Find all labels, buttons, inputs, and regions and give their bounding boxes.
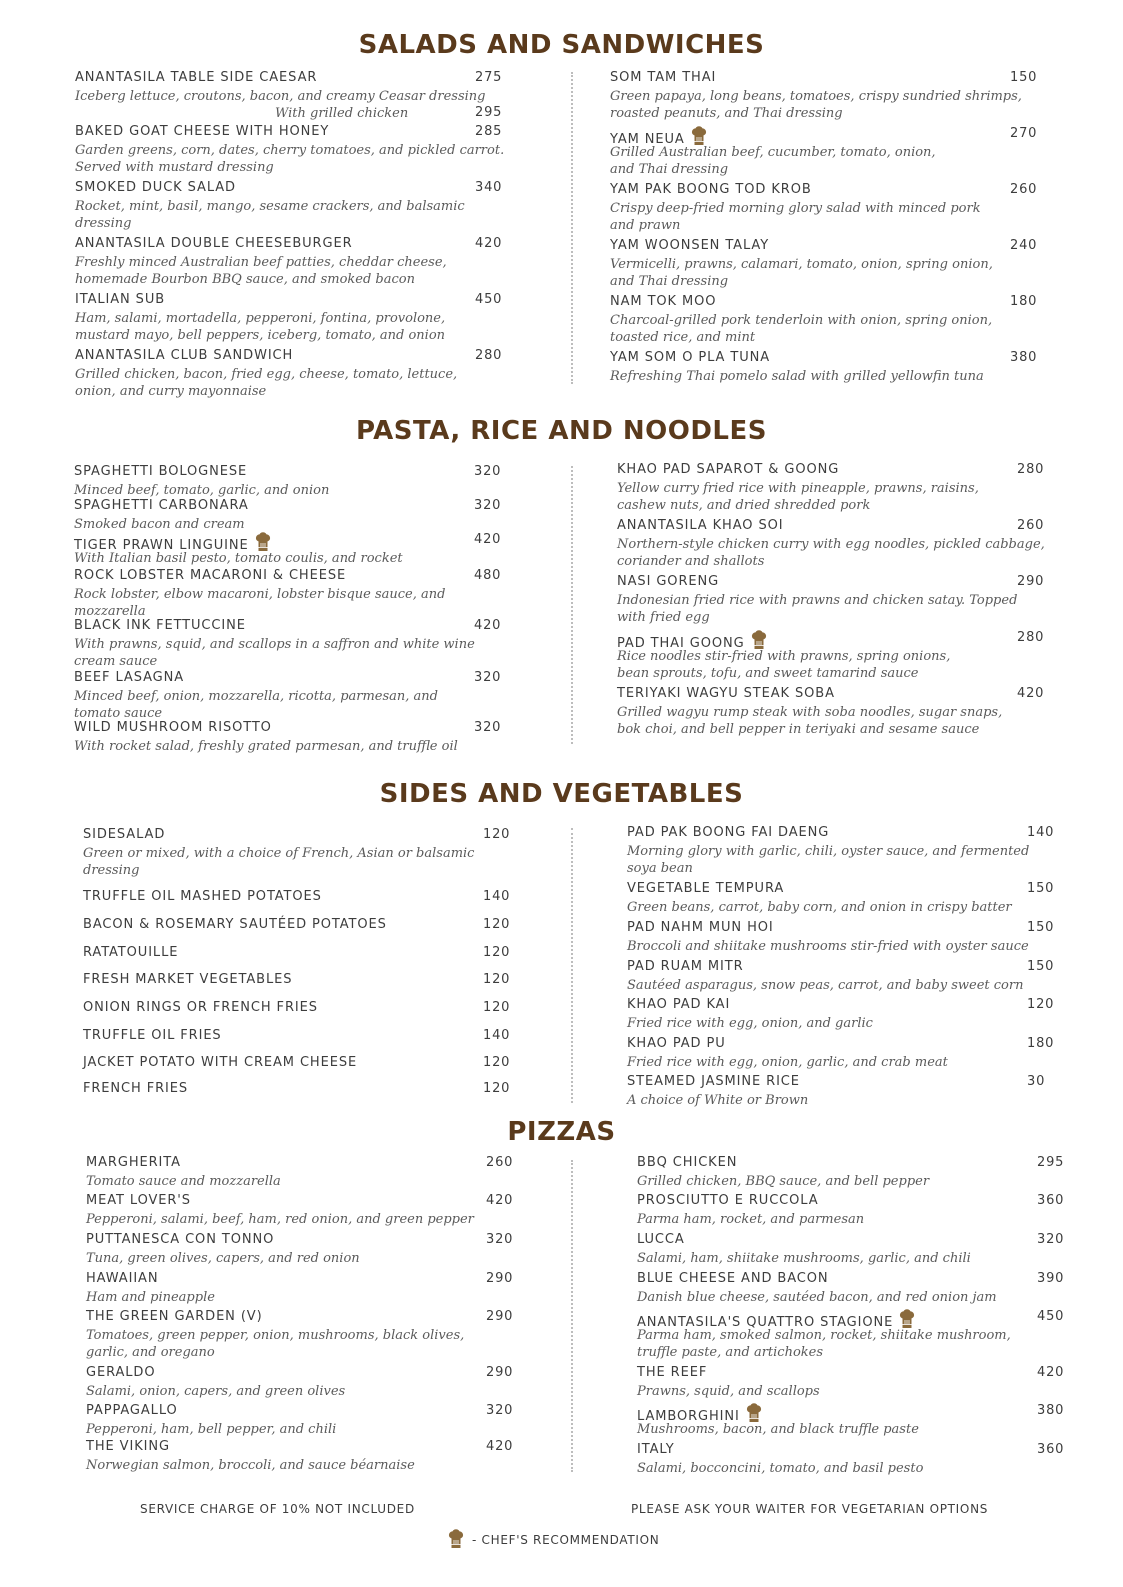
menu-item-price: 320 (474, 464, 502, 479)
menu-item-description: Smoked bacon and cream (74, 517, 245, 532)
menu-item-description: Ham, salami, mortadella, pepperoni, fontina, provolone, (75, 311, 446, 326)
menu-item-name-text: YAM WOONSEN TALAY (610, 238, 770, 253)
menu-item-price: 285 (475, 124, 503, 139)
column-divider (571, 1160, 573, 1472)
menu-item-description: Garden greens, corn, dates, cherry tomatoes, and pickled carrot. (75, 143, 505, 158)
menu-item-description: Rocket, mint, basil, mango, sesame crackers, and balsamic (75, 199, 465, 214)
chef-legend-label: - CHEF'S RECOMMENDATION (472, 1533, 660, 1547)
chef-hat-icon (746, 1403, 762, 1423)
vegetarian-note: PLEASE ASK YOUR WAITER FOR VEGETARIAN OPTIONS (631, 1502, 989, 1516)
menu-item-name (637, 1442, 675, 1457)
menu-item-name-text: GERALDO (86, 1365, 156, 1380)
menu-item-price: 120 (483, 1081, 511, 1096)
menu-item-price: 420 (474, 532, 502, 547)
menu-item-description: mustard mayo, bell peppers, iceberg, tomato, and onion (75, 328, 446, 343)
menu-item-price: 180 (1027, 1036, 1055, 1051)
menu-item-price: 150 (1027, 920, 1055, 935)
menu-item-name-text: LUCCA (637, 1232, 685, 1247)
menu-item-name (637, 1365, 707, 1380)
menu-item-description: dressing (83, 863, 140, 878)
menu-item-name (617, 518, 783, 533)
menu-item-name (83, 972, 292, 987)
menu-item-name (610, 70, 716, 85)
menu-item-price: 120 (483, 1055, 511, 1070)
menu-item-price: 450 (1037, 1309, 1065, 1324)
menu-item-description: A choice of White or Brown (627, 1093, 809, 1108)
menu-item-name (74, 498, 249, 513)
column-divider (571, 828, 573, 1103)
menu-item-name-text: BAKED GOAT CHEESE WITH HONEY (75, 124, 330, 139)
menu-item-description: Freshly minced Australian beef patties, cheddar cheese, (75, 255, 447, 270)
menu-item-price: 340 (475, 180, 503, 195)
menu-item-name-text: TRUFFLE OIL MASHED POTATOES (83, 889, 322, 904)
menu-item-name-text: PAD THAI GOONG (617, 636, 745, 651)
menu-item-description: onion, and curry mayonnaise (75, 384, 267, 399)
menu-item-price: 120 (483, 972, 511, 987)
menu-item-description: toasted rice, and mint (610, 330, 756, 345)
menu-item-name-text: KHAO PAD SAPAROT & GOONG (617, 462, 840, 477)
menu-item-name (74, 720, 272, 735)
menu-item-name-text: ONION RINGS OR FRENCH FRIES (83, 1000, 318, 1015)
menu-item-description: soya bean (627, 861, 693, 876)
menu-item-description: Salami, bocconcini, tomato, and basil pesto (637, 1461, 924, 1476)
menu-item-price: 120 (483, 945, 511, 960)
menu-item-price: 420 (1037, 1365, 1065, 1380)
menu-item-name (610, 294, 716, 309)
menu-item-name (86, 1193, 191, 1208)
menu-item-description: Iceberg lettuce, croutons, bacon, and creamy Ceasar dressing (75, 89, 486, 104)
menu-item-name (627, 920, 774, 935)
menu-item-price: 290 (486, 1271, 514, 1286)
menu-item-description: truffle paste, and artichokes (637, 1345, 824, 1360)
chef-hat-icon (691, 126, 707, 146)
menu-item-price: 320 (474, 498, 502, 513)
menu-item-name-text: ROCK LOBSTER MACARONI & CHEESE (74, 568, 347, 583)
menu-item-description: Prawns, squid, and scallops (637, 1384, 820, 1399)
menu-item-description: Grilled Australian beef, cucumber, tomato, onion, (610, 145, 936, 160)
menu-item-price: 290 (486, 1309, 514, 1324)
menu-item-name-text: BBQ CHICKEN (637, 1155, 738, 1170)
section-title-pizzas: PIZZAS (507, 1117, 616, 1147)
menu-item-price: 150 (1010, 70, 1038, 85)
menu-item-name (610, 350, 770, 365)
menu-item-name-text: BLACK INK FETTUCCINE (74, 618, 246, 633)
menu-item-price: 280 (475, 348, 503, 363)
menu-item-description: tomato sauce (74, 706, 163, 721)
menu-item-price: 270 (1010, 126, 1038, 141)
menu-item-price: 275 (475, 70, 503, 85)
menu-item-description: dressing (75, 216, 132, 231)
menu-item-price: 290 (486, 1365, 514, 1380)
menu-item-name (86, 1365, 155, 1380)
menu-item-name-text: TERIYAKI WAGYU STEAK SOBA (617, 686, 835, 701)
menu-item-name-text: ANANTASILA KHAO SOI (617, 518, 784, 533)
menu-item-description: and prawn (610, 218, 681, 233)
menu-item-name (637, 1271, 829, 1286)
menu-item-name (627, 997, 730, 1012)
menu-item-name-text: SMOKED DUCK SALAD (75, 180, 236, 195)
menu-item-name-text: YAM NEUA (610, 132, 685, 147)
menu-item-name (637, 1155, 737, 1170)
menu-item-name-text: PAD PAK BOONG FAI DAENG (627, 825, 830, 840)
menu-item-description: Danish blue cheese, sautéed bacon, and red onion jam (637, 1290, 997, 1305)
menu-item-name-text: SIDESALAD (83, 827, 166, 842)
menu-item-name (74, 618, 246, 633)
menu-item-description: and Thai dressing (610, 274, 729, 289)
menu-item-name (627, 1036, 726, 1051)
menu-item-name-text: BACON & ROSEMARY SAUTÉED POTATOES (83, 917, 387, 932)
menu-item-description: Grilled chicken, BBQ sauce, and bell pepper (637, 1174, 930, 1189)
menu-item-description: Salami, ham, shiitake mushrooms, garlic, and chili (637, 1251, 971, 1266)
menu-item-name-text: NAM TOK MOO (610, 294, 717, 309)
menu-item-description: Served with mustard dressing (75, 160, 274, 175)
menu-item-price: 380 (1037, 1403, 1065, 1418)
menu-item-price: 380 (1010, 350, 1038, 365)
menu-item-name-text: KHAO PAD KAI (627, 997, 731, 1012)
menu-item-description: Fried rice with egg, onion, garlic, and crab meat (627, 1055, 948, 1070)
menu-item-name-text: PAPPAGALLO (86, 1403, 178, 1418)
menu-item-description: Parma ham, rocket, and parmesan (637, 1212, 865, 1227)
menu-item-name (86, 1232, 274, 1247)
menu-item-description: Crispy deep-fried morning glory salad with minced pork (610, 201, 981, 216)
chef-hat-icon (255, 532, 271, 552)
menu-item-description: Tomato sauce and mozzarella (86, 1174, 281, 1189)
menu-item-price: 30 (1027, 1074, 1046, 1089)
menu-item-name-text: RATATOUILLE (83, 945, 179, 960)
service-charge-note: SERVICE CHARGE OF 10% NOT INCLUDED (140, 1502, 415, 1516)
menu-item-price: 320 (474, 720, 502, 735)
menu-item-price: 120 (483, 917, 511, 932)
menu-item-description: bok choi, and bell pepper in teriyaki and sesame sauce (617, 722, 980, 737)
menu-item-description: Morning glory with garlic, chili, oyster sauce, and fermented (627, 844, 1030, 859)
menu-item-description: bean sprouts, tofu, and sweet tamarind sauce (617, 666, 919, 681)
menu-item-description: With Italian basil pesto, tomato coulis, and rocket (74, 551, 403, 566)
menu-item-name (75, 348, 293, 363)
menu-item-description: Green or mixed, with a choice of French, Asian or balsamic (83, 846, 475, 861)
menu-item-description: Ham and pineapple (86, 1290, 215, 1305)
menu-item-price: 295 (1037, 1155, 1065, 1170)
menu-item-name (627, 959, 744, 974)
chef-hat-icon (751, 630, 767, 650)
menu-item-price: 480 (474, 568, 502, 583)
menu-item-name-text: SPAGHETTI BOLOGNESE (74, 464, 248, 479)
menu-item-description: Sautéed asparagus, snow peas, carrot, and baby sweet corn (627, 978, 1024, 993)
menu-item-price: 320 (1037, 1232, 1065, 1247)
menu-item-price: 320 (486, 1232, 514, 1247)
menu-item-name-text: PAD RUAM MITR (627, 959, 744, 974)
menu-item-name (83, 1000, 318, 1015)
menu-item-name-text: THE GREEN GARDEN (V) (86, 1309, 263, 1324)
menu-item-description: garlic, and oregano (86, 1345, 215, 1360)
menu-item-description: Norwegian salmon, broccoli, and sauce béarnaise (86, 1458, 415, 1473)
menu-item-name-text: TIGER PRAWN LINGUINE (74, 538, 249, 553)
menu-item-description: Grilled wagyu rump steak with soba noodles, sugar snaps, (617, 705, 1003, 720)
menu-item-name (86, 1403, 178, 1418)
menu-item-description: Fried rice with egg, onion, and garlic (627, 1016, 873, 1031)
menu-item-price: 420 (486, 1193, 514, 1208)
column-divider (571, 72, 573, 384)
menu-item-description: homemade Bourbon BBQ sauce, and smoked bacon (75, 272, 415, 287)
menu-item-name (75, 124, 329, 139)
menu-item-price: 420 (474, 618, 502, 633)
menu-item-description: Salami, onion, capers, and green olives (86, 1384, 346, 1399)
chef-hat-icon (448, 1529, 464, 1549)
menu-item-description: Broccoli and shiitake mushrooms stir-fried with oyster sauce (627, 939, 1029, 954)
menu-item-name (637, 1193, 819, 1208)
menu-item-description: Pepperoni, ham, bell pepper, and chili (86, 1422, 337, 1437)
menu-item-name (610, 182, 812, 197)
menu-item-price: 320 (486, 1403, 514, 1418)
menu-item-name-text: BLUE CHEESE AND BACON (637, 1271, 829, 1286)
menu-item-name-text: PROSCIUTTO E RUCCOLA (637, 1193, 819, 1208)
menu-item-name (74, 670, 184, 685)
menu-item-description: With rocket salad, freshly grated parmesan, and truffle oil (74, 739, 458, 754)
menu-item-price: 260 (1010, 182, 1038, 197)
menu-item-price: 150 (1027, 881, 1055, 896)
menu-item-description: Mushrooms, bacon, and black truffle paste (637, 1422, 919, 1437)
menu-item-name (86, 1309, 263, 1324)
menu-item-name-text: PAD NAHM MUN HOI (627, 920, 774, 935)
column-divider (571, 466, 573, 744)
menu-item-name (627, 1074, 800, 1089)
section-title-pasta: PASTA, RICE AND NOODLES (356, 416, 767, 446)
menu-item-description: With prawns, squid, and scallops in a saffron and white wine (74, 637, 475, 652)
menu-item-description: Minced beef, onion, mozzarella, ricotta, parmesan, and (74, 689, 439, 704)
menu-item-description: Tomatoes, green pepper, onion, mushrooms, black olives, (86, 1328, 465, 1343)
menu-item-name-text: JACKET POTATO WITH CREAM CHEESE (83, 1055, 358, 1070)
menu-item-description: Pepperoni, salami, beef, ham, red onion, and green pepper (86, 1212, 474, 1227)
menu-item-description: cream sauce (74, 654, 158, 669)
menu-item-extra-price: 295 (475, 105, 503, 120)
menu-item-description: Rock lobster, elbow macaroni, lobster bisque sauce, and (74, 587, 446, 602)
menu-item-name (617, 574, 719, 589)
menu-item-description: Indonesian fried rice with prawns and chicken satay. Topped (617, 593, 1018, 608)
menu-item-name-text: SOM TAM THAI (610, 70, 717, 85)
menu-item-name-text: THE VIKING (86, 1439, 170, 1454)
menu-item-price: 420 (486, 1439, 514, 1454)
menu-item-price: 260 (486, 1155, 514, 1170)
menu-item-name-text: YAM SOM O PLA TUNA (610, 350, 771, 365)
menu-item-price: 140 (483, 1028, 511, 1043)
menu-item-price: 150 (1027, 959, 1055, 974)
menu-item-description: Vermicelli, prawns, calamari, tomato, onion, spring onion, (610, 257, 993, 272)
menu-item-extra-option: With grilled chicken (275, 106, 409, 121)
menu-item-description: Rice noodles stir-fried with prawns, spring onions, (617, 649, 951, 664)
menu-item-price: 280 (1017, 630, 1045, 645)
menu-item-name (75, 292, 165, 307)
menu-item-description: Minced beef, tomato, garlic, and onion (74, 483, 330, 498)
menu-item-name-text: KHAO PAD PU (627, 1036, 726, 1051)
menu-item-price: 120 (483, 827, 511, 842)
menu-item-name (86, 1439, 170, 1454)
menu-item-price: 260 (1017, 518, 1045, 533)
menu-item-name (74, 568, 346, 583)
menu-item-name-text: VEGETABLE TEMPURA (627, 881, 785, 896)
menu-item-price: 420 (1017, 686, 1045, 701)
menu-item-description: mozzarella (74, 604, 146, 619)
menu-item-price: 140 (483, 889, 511, 904)
menu-item-name-text: ANANTASILA'S QUATTRO STAGIONE (637, 1315, 894, 1330)
menu-item-name-text: ANANTASILA DOUBLE CHEESEBURGER (75, 236, 353, 251)
menu-item-name-text: LAMBORGHINI (637, 1409, 740, 1424)
menu-item-name-text: NASI GORENG (617, 574, 720, 589)
menu-item-name (86, 1155, 181, 1170)
menu-item-name (75, 180, 236, 195)
menu-item-name-text: ITALIAN SUB (75, 292, 166, 307)
menu-item-name-text: YAM PAK BOONG TOD KROB (610, 182, 812, 197)
menu-item-price: 320 (474, 670, 502, 685)
menu-item-name (75, 236, 353, 251)
menu-item-name (617, 686, 835, 701)
menu-item-price: 120 (1027, 997, 1055, 1012)
menu-item-name (83, 1028, 222, 1043)
menu-item-price: 280 (1017, 462, 1045, 477)
menu-item-name (86, 1271, 158, 1286)
section-title-salads: SALADS AND SANDWICHES (358, 30, 765, 60)
menu-item-name-text: ITALY (637, 1442, 675, 1457)
menu-item-name (83, 945, 178, 960)
menu-item-description: Charcoal-grilled pork tenderloin with onion, spring onion, (610, 313, 993, 328)
menu-item-description: and Thai dressing (610, 162, 729, 177)
menu-item-name (83, 917, 387, 932)
menu-item-price: 180 (1010, 294, 1038, 309)
menu-item-name-text: STEAMED JASMINE RICE (627, 1074, 800, 1089)
menu-item-description: Parma ham, smoked salmon, rocket, shiitake mushroom, (637, 1328, 1011, 1343)
chef-legend (448, 1529, 659, 1549)
menu-item-description: Grilled chicken, bacon, fried egg, cheese, tomato, lettuce, (75, 367, 458, 382)
menu-item-price: 140 (1027, 825, 1055, 840)
menu-item-price: 240 (1010, 238, 1038, 253)
menu-item-name (83, 889, 322, 904)
section-title-sides: SIDES AND VEGETABLES (379, 779, 744, 809)
menu-item-description: Yellow curry fried rice with pineapple, prawns, raisins, (617, 481, 979, 496)
menu-item-name (637, 1232, 685, 1247)
menu-item-description: Refreshing Thai pomelo salad with grilled yellowfin tuna (610, 369, 984, 384)
menu-item-price: 290 (1017, 574, 1045, 589)
menu-item-description: roasted peanuts, and Thai dressing (610, 106, 843, 121)
menu-item-description: with fried egg (617, 610, 710, 625)
menu-item-name (627, 881, 784, 896)
menu-item-name (75, 70, 317, 85)
menu-item-name-text: MARGHERITA (86, 1155, 181, 1170)
chef-hat-icon (899, 1309, 915, 1329)
menu-item-name-text: FRENCH FRIES (83, 1081, 189, 1096)
menu-item-name-text: SPAGHETTI CARBONARA (74, 498, 249, 513)
menu-item-description: Green beans, carrot, baby corn, and onion in crispy batter (627, 900, 1012, 915)
menu-item-name-text: ANANTASILA TABLE SIDE CAESAR (75, 70, 318, 85)
menu-item-name (617, 462, 839, 477)
menu-item-name-text: THE REEF (637, 1365, 708, 1380)
menu-item-description: Green papaya, long beans, tomatoes, crispy sundried shrimps, (610, 89, 1022, 104)
menu-item-description: Northern-style chicken curry with egg noodles, pickled cabbage, (617, 537, 1045, 552)
menu-item-name (627, 825, 829, 840)
menu-item-description: Tuna, green olives, capers, and red onion (86, 1251, 360, 1266)
menu-item-name (610, 238, 769, 253)
menu-item-description: coriander and shallots (617, 554, 765, 569)
menu-item-price: 360 (1037, 1442, 1065, 1457)
menu-item-name-text: MEAT LOVER'S (86, 1193, 191, 1208)
menu-item-name-text: HAWAIIAN (86, 1271, 159, 1286)
menu-item-name (83, 1055, 357, 1070)
menu-item-price: 450 (475, 292, 503, 307)
menu-item-name-text: ANANTASILA CLUB SANDWICH (75, 348, 294, 363)
menu-item-price: 390 (1037, 1271, 1065, 1286)
menu-item-name (83, 827, 165, 842)
menu-item-name-text: WILD MUSHROOM RISOTTO (74, 720, 272, 735)
menu-item-price: 120 (483, 1000, 511, 1015)
menu-item-name-text: TRUFFLE OIL FRIES (83, 1028, 222, 1043)
menu-item-price: 360 (1037, 1193, 1065, 1208)
menu-item-name-text: FRESH MARKET VEGETABLES (83, 972, 293, 987)
menu-item-name (74, 464, 247, 479)
menu-item-name (83, 1081, 188, 1096)
menu-item-name-text: PUTTANESCA CON TONNO (86, 1232, 275, 1247)
menu-item-name-text: BEEF LASAGNA (74, 670, 185, 685)
menu-item-price: 420 (475, 236, 503, 251)
menu-item-description: cashew nuts, and dried shredded pork (617, 498, 871, 513)
